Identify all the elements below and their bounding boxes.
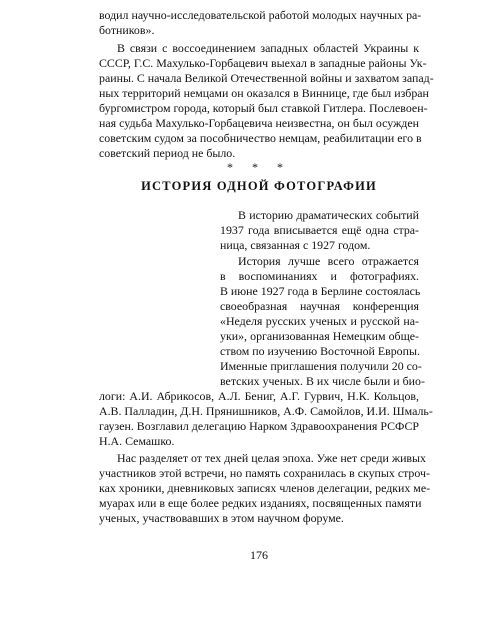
- text-line: В историю драматических событий: [238, 208, 419, 222]
- text-line: муарах или в еще более редких изданиях, посвященных памяти: [99, 496, 422, 510]
- text-line: раины. С начала Великой Отечественной войны и захватом запад-: [99, 71, 434, 85]
- text-line: бургомистром города, который был ставкой Гитлера. Послевоен-: [99, 101, 428, 115]
- text-line: ством по изучению Восточной Европы.: [220, 344, 420, 358]
- text-line: История лучше всего отражается: [238, 254, 419, 268]
- text-line: ветских ученых. В их числе были и био-: [220, 374, 425, 388]
- text-line: ученых, участвовавших в этом научном форуме.: [99, 511, 344, 525]
- text-line: ная судьба Махулько-Горбацевича неизвестна, он был осужден: [99, 116, 419, 130]
- text-line: своеобразная научная конференция: [220, 299, 419, 313]
- text-line: ботников».: [99, 23, 155, 37]
- text-line: в воспоминаниях и фотографиях.: [220, 269, 419, 283]
- page-number: 176: [250, 548, 268, 562]
- text-line: ных территорий немцами он оказался в Виннице, где был избран: [99, 86, 429, 100]
- text-line: водил научно-исследовательской работой молодых научных ра-: [99, 8, 422, 22]
- text-line: А.В. Палладин, Д.Н. Прянишников, А.Ф. Самойлов, И.И. Шмаль-: [99, 404, 433, 418]
- text-line: гаузен. Возглавил делегацию Нарком Здравоохранения РСФСР: [99, 419, 419, 433]
- text-line: ках хроники, дневниковых записях членов делегации, редких ме-: [99, 481, 431, 495]
- section-separator: * * *: [227, 160, 291, 174]
- text-line: СССР, Г.С. Махулько-Горбацевич выехал в западные районы Ук-: [99, 56, 427, 70]
- text-line: «Неделя русских ученых и русской на-: [220, 314, 419, 328]
- text-line: советским судом за пособничество немцам, реабилитации его в: [99, 131, 422, 145]
- text-line: ница, связанная с 1927 годом.: [220, 238, 371, 252]
- text-line: В связи с воссоединением западных областей Украины к: [117, 41, 419, 55]
- text-line: 1937 года вписывается ещё одна стра-: [220, 223, 419, 237]
- text-line: Именные приглашения получили 20 со-: [220, 359, 422, 373]
- text-line: уки», организованная Немецким обще-: [220, 329, 419, 343]
- text-line: Нас разделяет от тех дней целая эпоха. Уже нет среди живых: [117, 451, 426, 465]
- text-line: участников этой встречи, но память сохранилась в скупых строч-: [99, 466, 430, 480]
- text-line: В июне 1927 года в Берлине состоялась: [220, 284, 421, 298]
- section-title: ИСТОРИЯ ОДНОЙ ФОТОГРАФИИ: [141, 179, 377, 193]
- text-line: логи: А.И. Абрикосов, А.Л. Бениг, А.Г. Гурвич, Н.К. Кольцов,: [99, 389, 419, 403]
- text-line: советский период не было.: [99, 146, 236, 160]
- text-line: Н.А. Семашко.: [99, 434, 175, 448]
